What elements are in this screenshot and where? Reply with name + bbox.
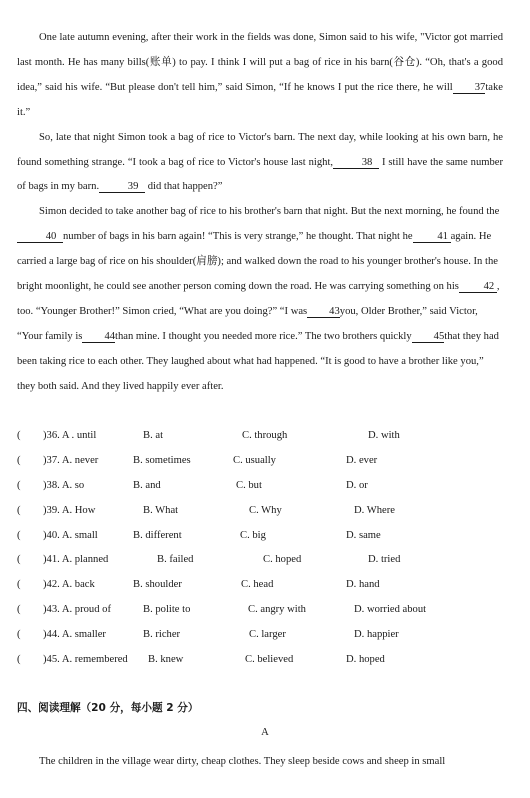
option-c: C. but [236,479,262,491]
option-b: B. knew [148,654,184,666]
option-c: C. larger [249,629,286,641]
option-d: D. hoped [346,654,385,666]
blank-43: 43 [307,306,340,318]
text: , too. “Younger Brother!” Simon cried, “What are you doing?” “I was [17,281,500,317]
text: So, late that night Simon took a bag of rice to Victor's barn. The next day, while looking at his own barn, he found something strange. “I took a bag of rice to Victor's house last night, [17,131,503,168]
blank-39: 39 [99,181,145,193]
option-row [17,424,507,449]
paragraph-1 [17,26,503,126]
option-a: )39. A. How [43,504,96,516]
answer-paren[interactable]: ( [17,529,21,541]
option-c: C. usually [233,454,276,466]
option-d: D. with [368,430,400,441]
option-b: B. polite to [143,604,191,616]
answer-paren[interactable]: ( [17,654,21,666]
option-a: )45. A. remembered [43,654,128,666]
answer-paren[interactable]: ( [17,554,21,566]
option-b: B. at [143,430,164,441]
option-a: )38. A. so [43,479,85,491]
text: number of bags in his barn again! “This is very strange,” he thought. That night he [63,231,413,243]
option-b: B. and [133,479,161,491]
option-a: )44. A. smaller [43,629,106,641]
paragraph-2 [17,126,503,201]
blank-40: 40 [17,231,63,243]
option-a: )43. A. proud of [43,604,111,616]
option-c: C. head [241,579,274,591]
option-row [17,573,507,598]
option-c: C. hoped [263,554,302,566]
text: you, Older Brother,” said Victor, “Your family is [17,305,478,342]
option-row [17,499,507,524]
option-c: C. through [242,430,288,441]
option-a: )36. A . until [43,430,97,441]
option-row [17,548,507,573]
option-d: D. same [346,529,381,541]
answer-paren[interactable]: ( [17,504,21,516]
text: than mine. I thought you needed more rice.” The two brothers quickly [115,330,412,342]
option-d: D. ever [346,454,378,466]
option-d: D. worried about [354,604,427,616]
reading-a-paragraph: The children in the village wear dirty, cheap clothes. They sleep beside cows and sheep in small [39,756,446,767]
section-title: 四、阅读理解（20 分，每小题 2 分） [17,702,199,714]
blank-37: 37 [453,82,486,94]
option-b: B. shoulder [133,579,182,591]
passage-label: A [261,727,269,738]
answer-options [17,424,507,673]
answer-paren[interactable]: ( [17,629,21,641]
option-row [17,524,507,549]
option-a: )37. A. never [43,454,99,466]
option-a: )41. A. planned [43,554,109,566]
answer-paren[interactable]: ( [17,604,21,616]
answer-paren[interactable]: ( [17,479,21,491]
option-b: B. failed [157,554,194,566]
blank-45: 45 [412,331,445,343]
blank-44: 44 [82,331,115,343]
option-row [17,598,507,623]
option-c: C. Why [249,504,282,516]
option-row [17,648,507,673]
option-c: C. big [240,529,266,541]
option-b: B. sometimes [133,454,191,466]
text: take it.” [17,81,503,118]
option-b: B. different [133,529,182,541]
text: that they had been taking rice to each other. They laughed about what had happened. “It is good to have a brother like you,” they both said. And they lived happily ever after. [17,330,499,392]
option-row [17,449,507,474]
option-d: D. tried [368,554,401,566]
option-d: D. happier [354,629,399,641]
blank-41: 41 [413,231,451,243]
text: Simon decided to take another bag of rice to his brother's barn that night. But the next morning, he found the [39,206,500,218]
text: did that happen?” [147,181,223,193]
option-d: D. Where [354,504,395,516]
text: I still have the same number of bags in my barn. [17,156,504,193]
paragraph-3 [17,200,503,399]
answer-paren[interactable]: ( [17,430,21,441]
option-row [17,474,507,499]
answer-paren[interactable]: ( [17,579,21,591]
option-d: D. hand [346,579,380,591]
option-c: C. angry with [248,604,306,616]
answer-paren[interactable]: ( [17,454,21,466]
blank-38: 38 [333,157,379,169]
option-a: )40. A. small [43,529,98,541]
option-b: B. richer [143,629,181,641]
option-row [17,623,507,648]
option-c: C. believed [245,654,294,666]
blank-42: 42 [459,281,497,293]
text: again. He carried a large bag of rice on his shoulder(肩膀); and walked down the road to his younger brother's house. In the bright moonlight, he could see another person coming down the road. He was carrying something on his [17,231,498,293]
option-d: D. or [346,479,368,491]
text: One late autumn evening, after their work in the fields was done, Simon said to his wife, "Victor got married last month. He has many bills(账单) to pay. I think I will put a bag of rice in his barn(谷仓). “Oh, that's a good idea,” said his wife. “But please don't tell him,” said Simon, “If he knows I put the rice there, he will [17,32,503,93]
option-b: B. What [143,504,179,516]
cloze-passage [17,26,503,400]
option-a: )42. A. back [43,579,95,591]
